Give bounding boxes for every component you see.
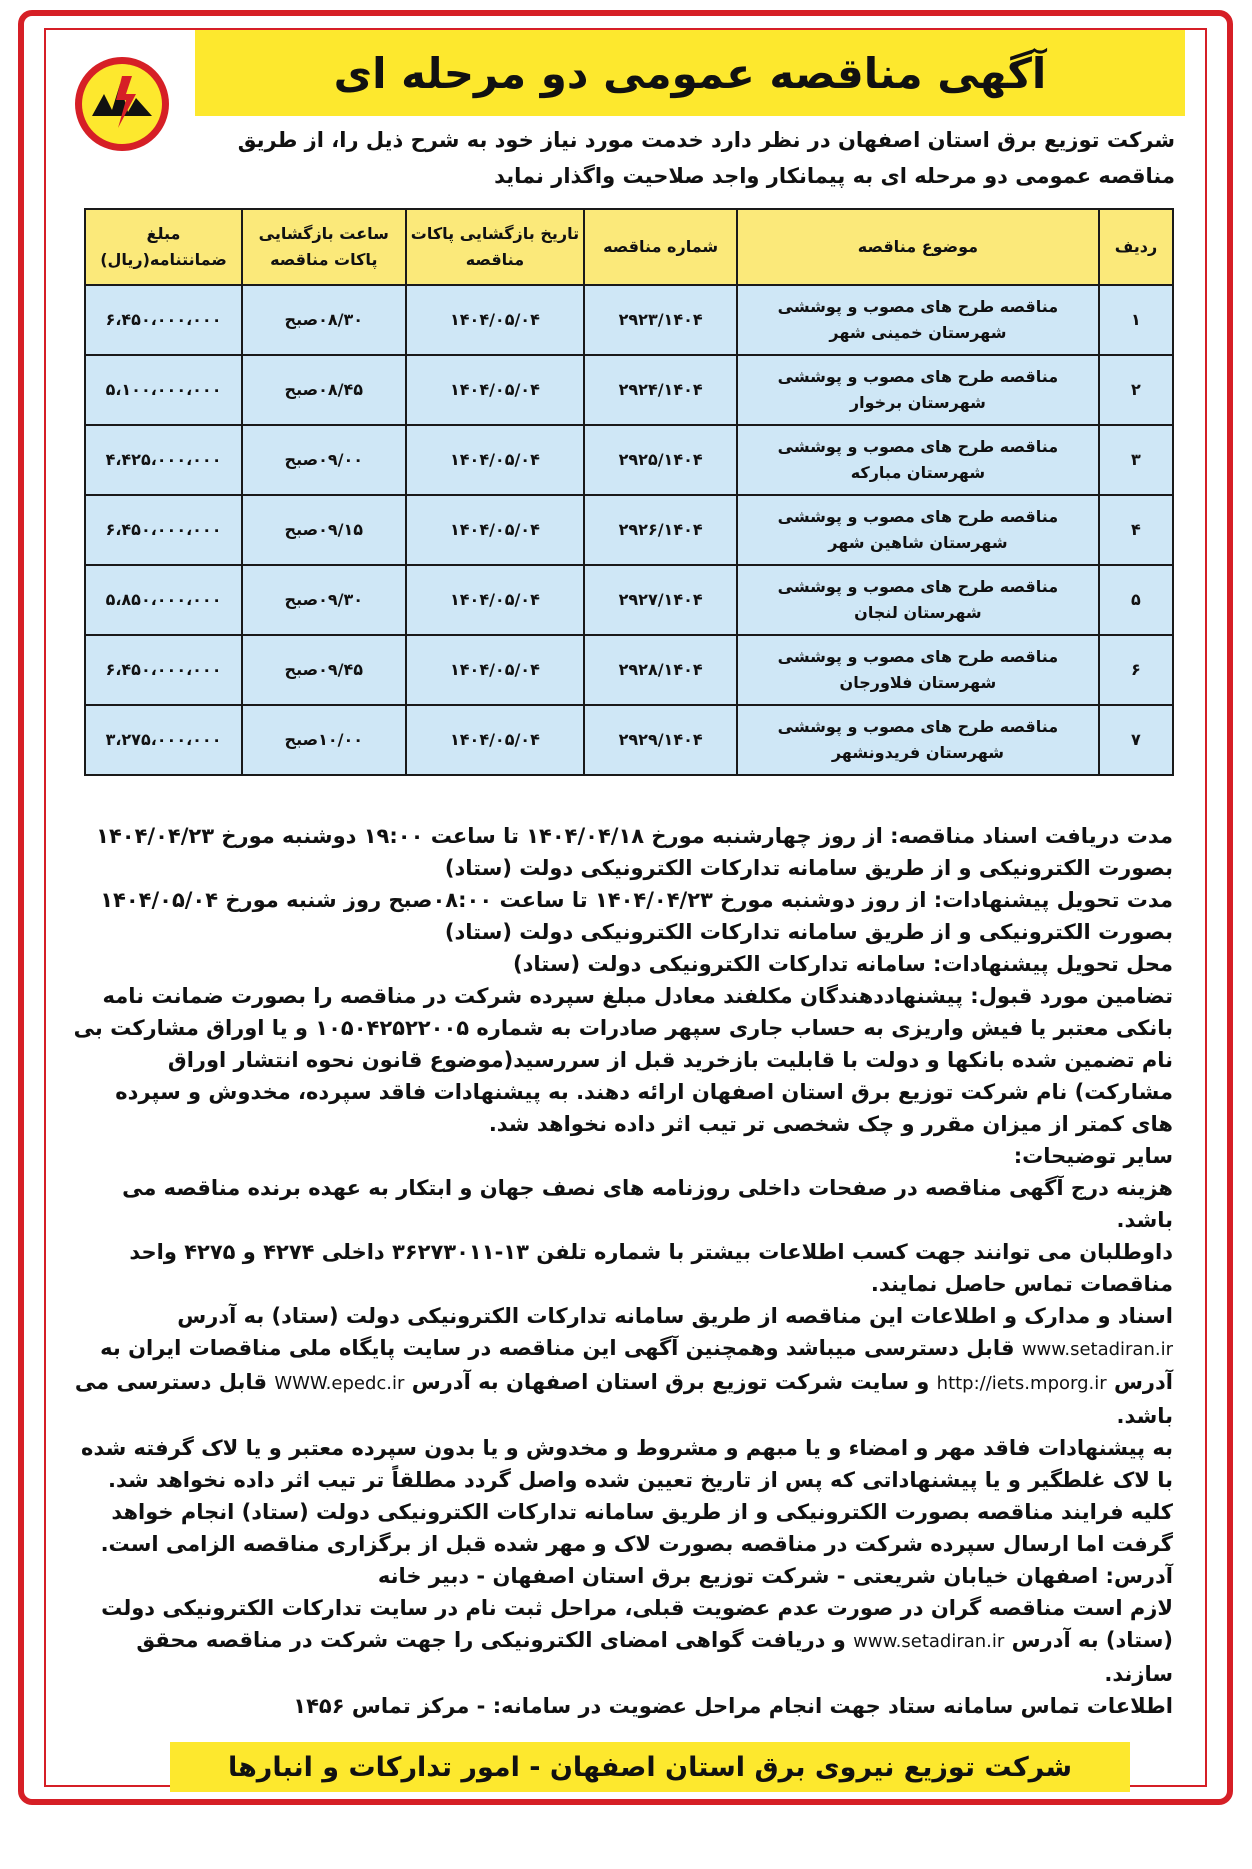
table-row bbox=[85, 565, 1173, 635]
table-row bbox=[85, 705, 1173, 775]
cell-opening-time: ۰۹/۳۰صبح bbox=[242, 565, 406, 635]
cell-row-number: ۶ bbox=[1099, 635, 1173, 705]
cell-subject: مناقصه طرح های مصوب و پوششی شهرستان برخوار bbox=[737, 355, 1099, 425]
tender-table bbox=[84, 208, 1174, 776]
header-row-number: ردیف bbox=[1099, 209, 1173, 285]
cell-row-number: ۳ bbox=[1099, 425, 1173, 495]
cell-subject: مناقصه طرح های مصوب و پوششی شهرستان فریدونشهر bbox=[737, 705, 1099, 775]
cell-opening-time: ۰۹/۱۵صبح bbox=[242, 495, 406, 565]
outer-frame bbox=[18, 10, 1233, 1805]
header-opening-date: تاریخ بازگشایی پاکات مناقصه bbox=[406, 209, 585, 285]
documents-access-note: اسناد و مدارک و اطلاعات این مناقصه از طریق سامانه تدارکات الکترونیکی دولت (ستاد) به آدرس www.setadiran.ir قابل دسترسی میباشد وهمچنین آگهی این مناقصه در سایت پایگاه ملی مناقصات ایران به آدرس http://iets.mporg.ir و سایت شرکت توزیع برق استان اصفهان به آدرس WWW.epedc.ir قابل دسترسی می باشد. bbox=[74, 1304, 1173, 1428]
cell-opening-time: ۰۸/۳۰صبح bbox=[242, 285, 406, 355]
electricity-company-logo-icon bbox=[72, 54, 172, 154]
cell-opening-date: ۱۴۰۴/۰۵/۰۴ bbox=[406, 495, 585, 565]
bid-submission-period: مدت تحویل پیشنهادات: از روز دوشنبه مورخ ۱۴۰۴/۰۴/۲۳ تا ساعت ۰۸:۰۰صبح روز شنبه مورخ ۱۴۰۴/۰۵/۰۴ بصورت الکترونیکی و از طریق سامانه تدارکات الکترونیکی دولت (ستاد) bbox=[100, 888, 1173, 944]
cell-row-number: ۱ bbox=[1099, 285, 1173, 355]
bid-submission-location: محل تحویل پیشنهادات: سامانه تدارکات الکترونیکی دولت (ستاد) bbox=[513, 952, 1173, 976]
cell-tender-number: ۲۹۲۸/۱۴۰۴ bbox=[584, 635, 737, 705]
header-guarantee-amount: مبلغ ضمانتنامه(ریال) bbox=[85, 209, 242, 285]
header-opening-time: ساعت بازگشایی پاکات مناقصه bbox=[242, 209, 406, 285]
cell-row-number: ۷ bbox=[1099, 705, 1173, 775]
cell-opening-date: ۱۴۰۴/۰۵/۰۴ bbox=[406, 285, 585, 355]
cell-guarantee-amount: ۵،۱۰۰،۰۰۰،۰۰۰ bbox=[85, 355, 242, 425]
cell-subject: مناقصه طرح های مصوب و پوششی شهرستان خمینی شهر bbox=[737, 285, 1099, 355]
electronic-process-note: کلیه فرایند مناقصه بصورت الکترونیکی و از طریق سامانه تدارکات الکترونیکی دولت (ستاد) انجام خواهد گرفت اما ارسال سپرده شرکت در مناقصه بصورت لاک و مهر شده قبل از برگزاری مناقصه الزامی است. bbox=[100, 1500, 1173, 1556]
setadiran-link[interactable]: www.setadiran.ir bbox=[1021, 1339, 1173, 1360]
address: آدرس: اصفهان خیابان شریعتی - شرکت توزیع برق استان اصفهان - دبیر خانه bbox=[377, 1564, 1173, 1588]
registration-note: لازم است مناقصه گران در صورت عدم عضویت قبلی، مراحل ثبت نام در سایت تدارکات الکترونیکی دولت (ستاد) به آدرس www.setadiran.ir و دریافت گواهی امضای الکترونیکی را جهت شرکت در مناقصه محقق سازند. bbox=[101, 1596, 1173, 1686]
contact-info-note: داوطلبان می توانند جهت کسب اطلاعات بیشتر با شماره تلفن ۱۳-۳۶۲۷۳۰۱۱ داخلی ۴۲۷۴ و ۴۲۷۵ واحد مناقصات تماس حاصل نمایند. bbox=[129, 1240, 1173, 1296]
cell-opening-time: ۰۹/۴۵صبح bbox=[242, 635, 406, 705]
cell-subject: مناقصه طرح های مصوب و پوششی شهرستان مبارکه bbox=[737, 425, 1099, 495]
cell-guarantee-amount: ۳،۲۷۵،۰۰۰،۰۰۰ bbox=[85, 705, 242, 775]
cell-guarantee-amount: ۵،۸۵۰،۰۰۰،۰۰۰ bbox=[85, 565, 242, 635]
header-subject: موضوع مناقصه bbox=[737, 209, 1099, 285]
intro-paragraph: شرکت توزیع برق استان اصفهان در نظر دارد خدمت مورد نیاز خود به شرح ذیل را، از طریق مناقصه عمومی دو مرحله ای به پیمانکار واجد صلاحیت واگذار نماید bbox=[237, 128, 1175, 188]
table-row bbox=[85, 635, 1173, 705]
cell-opening-date: ۱۴۰۴/۰۵/۰۴ bbox=[406, 565, 585, 635]
epedc-link[interactable]: WWW.epedc.ir bbox=[274, 1373, 405, 1394]
advert-cost-note: هزینه درج آگهی مناقصه در صفحات داخلی روزنامه های نصف جهان و ابتکار به عهده برنده مناقصه می باشد. bbox=[122, 1176, 1173, 1232]
cell-opening-time: ۰۸/۴۵صبح bbox=[242, 355, 406, 425]
invalid-bids-note: به پیشنهادات فاقد مهر و امضاء و یا مبهم و مشروط و مخدوش و یا بدون سپرده معتبر و یا لاک گرفته شده با لاک غلطگیر و یا پیشنهاداتی که پس از تاریخ تعیین شده واصل گردد مطلقاً تر تیب اثر داده نخواهد شد. bbox=[81, 1436, 1173, 1492]
accepted-guarantees: تضامین مورد قبول: پیشنهاددهندگان مکلفند معادل مبلغ سپرده شرکت در مناقصه را بصورت ضمانت نامه بانکی معتبر یا فیش واریزی به حساب جاری سپهر صادرات به شماره ۱۰۵۰۴۲۵۲۲۰۰۵ و یا اوراق مشارکت بی نام تضمین شده بانکها و دولت با قابلیت بازخرید قبل از سررسید(موضوع قانون نحوه انتشار اوراق مشارکت) نام شرکت توزیع برق استان اصفهان ارائه دهند. به پیشنهادات فاقد سپرده، مخدوش و سپرده های کمتر از میزان مقرر و چک شخصی تر تیب اثر داده نخواهد شد. bbox=[73, 984, 1173, 1136]
inner-frame bbox=[44, 28, 1207, 1787]
cell-opening-time: ۰۹/۰۰صبح bbox=[242, 425, 406, 495]
cell-subject: مناقصه طرح های مصوب و پوششی شهرستان لنجان bbox=[737, 565, 1099, 635]
cell-guarantee-amount: ۶،۴۵۰،۰۰۰،۰۰۰ bbox=[85, 285, 242, 355]
cell-opening-date: ۱۴۰۴/۰۵/۰۴ bbox=[406, 425, 585, 495]
table-row bbox=[85, 285, 1173, 355]
setadiran-link-2[interactable]: www.setadiran.ir bbox=[853, 1631, 1005, 1652]
support-contact: اطلاعات تماس سامانه ستاد جهت انجام مراحل عضویت در سامانه: - مرکز تماس ۱۴۵۶ bbox=[293, 1694, 1173, 1718]
cell-tender-number: ۲۹۲۶/۱۴۰۴ bbox=[584, 495, 737, 565]
footer-text: شرکت توزیع نیروی برق استان اصفهان - امور تدارکات و انبارها bbox=[227, 1751, 1073, 1783]
cell-guarantee-amount: ۶،۴۵۰،۰۰۰،۰۰۰ bbox=[85, 495, 242, 565]
cell-tender-number: ۲۹۲۳/۱۴۰۴ bbox=[584, 285, 737, 355]
cell-opening-date: ۱۴۰۴/۰۵/۰۴ bbox=[406, 355, 585, 425]
cell-row-number: ۴ bbox=[1099, 495, 1173, 565]
table-row bbox=[85, 355, 1173, 425]
table-row bbox=[85, 425, 1173, 495]
iets-link[interactable]: http://iets.mporg.ir bbox=[936, 1373, 1107, 1394]
tender-details bbox=[68, 820, 1173, 1722]
cell-opening-time: ۱۰/۰۰صبح bbox=[242, 705, 406, 775]
document-receipt-period: مدت دریافت اسناد مناقصه: از روز چهارشنبه مورخ ۱۴۰۴/۰۴/۱۸ تا ساعت ۱۹:۰۰ دوشنبه مورخ ۱۴۰۴/۰۴/۲۳ بصورت الکترونیکی و از طریق سامانه تدارکات الکترونیکی دولت (ستاد) bbox=[96, 824, 1173, 880]
header-tender-number: شماره مناقصه bbox=[584, 209, 737, 285]
cell-subject: مناقصه طرح های مصوب و پوششی شهرستان فلاورجان bbox=[737, 635, 1099, 705]
cell-row-number: ۵ bbox=[1099, 565, 1173, 635]
cell-tender-number: ۲۹۲۹/۱۴۰۴ bbox=[584, 705, 737, 775]
footer-banner bbox=[170, 1742, 1130, 1792]
cell-guarantee-amount: ۶،۴۵۰،۰۰۰،۰۰۰ bbox=[85, 635, 242, 705]
cell-tender-number: ۲۹۲۴/۱۴۰۴ bbox=[584, 355, 737, 425]
cell-tender-number: ۲۹۲۵/۱۴۰۴ bbox=[584, 425, 737, 495]
cell-subject: مناقصه طرح های مصوب و پوششی شهرستان شاهین شهر bbox=[737, 495, 1099, 565]
other-notes-heading: سایر توضیحات: bbox=[1013, 1144, 1173, 1168]
table-row bbox=[85, 495, 1173, 565]
cell-guarantee-amount: ۴،۴۲۵،۰۰۰،۰۰۰ bbox=[85, 425, 242, 495]
title-banner bbox=[195, 30, 1185, 116]
cell-opening-date: ۱۴۰۴/۰۵/۰۴ bbox=[406, 705, 585, 775]
page-title: آگهی مناقصه عمومی دو مرحله ای bbox=[333, 48, 1047, 98]
cell-opening-date: ۱۴۰۴/۰۵/۰۴ bbox=[406, 635, 585, 705]
table-header-row bbox=[85, 209, 1173, 285]
cell-row-number: ۲ bbox=[1099, 355, 1173, 425]
cell-tender-number: ۲۹۲۷/۱۴۰۴ bbox=[584, 565, 737, 635]
